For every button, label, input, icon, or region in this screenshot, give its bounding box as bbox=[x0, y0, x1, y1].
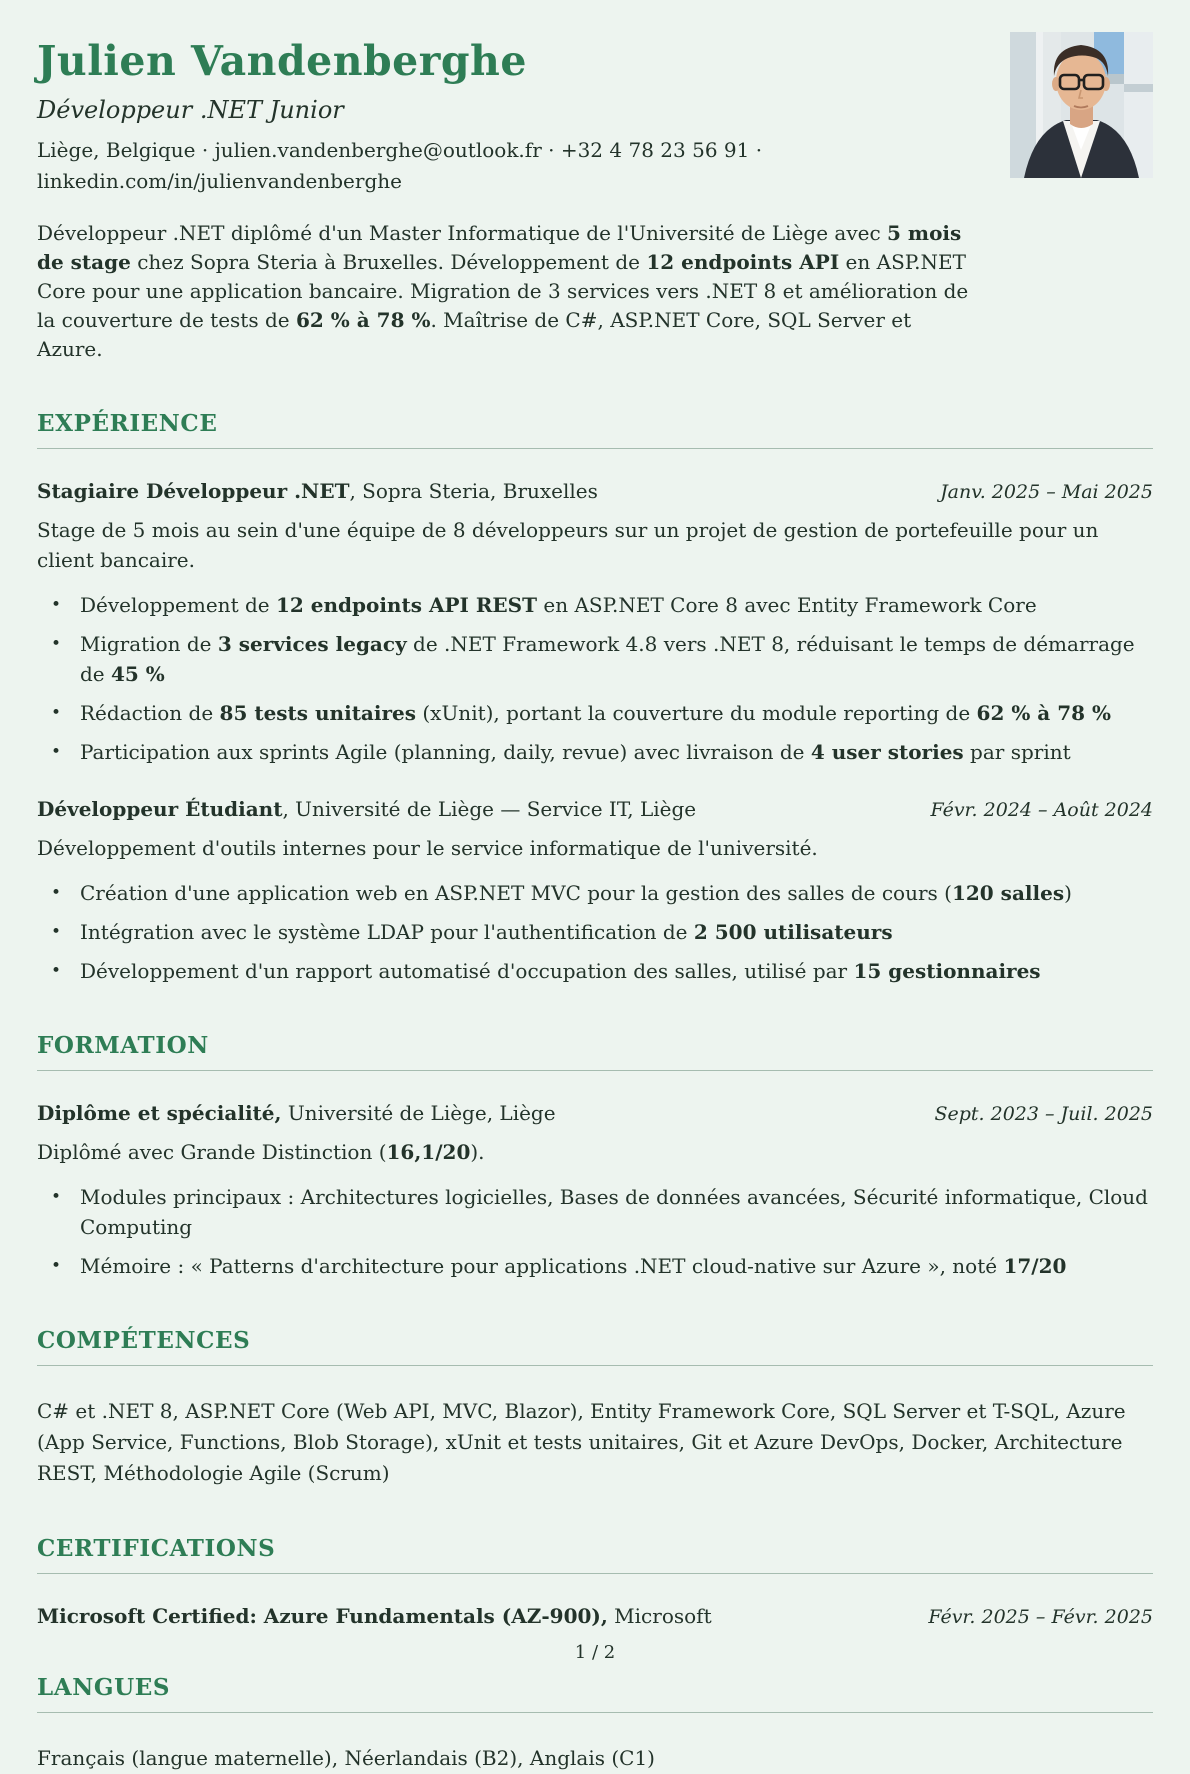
entry bbox=[37, 1604, 1153, 1628]
bullet-item: • Création d'une application web en ASP.NET MVC pour la gestion des salles de cours (120 salles) bbox=[51, 878, 1153, 908]
contact-block bbox=[37, 135, 977, 197]
entry-description: Développement d'outils internes pour le service informatique de l'université. bbox=[37, 836, 818, 861]
section-experience bbox=[37, 410, 1153, 986]
section-heading: CERTIFICATIONS bbox=[37, 1535, 276, 1563]
entry-dates: Févr. 2024 – Août 2024 bbox=[930, 799, 1153, 822]
sections-container bbox=[37, 410, 1153, 1774]
entry-dates: Janv. 2025 – Mai 2025 bbox=[940, 481, 1153, 504]
section-heading: FORMATION bbox=[37, 1032, 209, 1060]
bullet-item: • Migration de 3 services legacy de .NET Framework 4.8 vers .NET 8, réduisant le temps de démarrage de 45 % bbox=[51, 629, 1153, 689]
section-body bbox=[37, 1396, 1153, 1489]
section-divider bbox=[37, 1712, 1153, 1713]
entry bbox=[37, 797, 1153, 986]
bullet-item: • Modules principaux : Architectures logicielles, Bases de données avancées, Sécurité informatique, Cloud Computing bbox=[51, 1182, 1153, 1242]
entry-title-rest: , Sopra Steria, Bruxelles bbox=[349, 479, 598, 504]
entry-header bbox=[37, 1604, 1153, 1628]
entry-bullets bbox=[37, 878, 1153, 986]
section-certifications bbox=[37, 1535, 1153, 1628]
section-body bbox=[37, 479, 1153, 986]
summary-paragraph: Développeur .NET diplômé d'un Master Informatique de l'Université de Liège avec 5 mois de stage chez Sopra Steria à Bruxelles. Développement de 12 endpoints API en ASP.NET Core pour une application bancaire. Migration de 3 services vers .NET 8 et amélioration de la couverture de tests de 62 % à 78 %. Maîtrise de C#, ASP.NET Core, SQL Server et Azure. bbox=[37, 221, 969, 362]
langues-paragraph: Français (langue maternelle), Néerlandais (B2), Anglais (C1) bbox=[37, 1746, 655, 1771]
page-number: 1 / 2 bbox=[574, 1642, 616, 1663]
bullet-item: • Rédaction de 85 tests unitaires (xUnit), portant la couverture du module reporting de 62 % à 78 % bbox=[51, 698, 1153, 728]
entry-dates: Sept. 2023 – Juil. 2025 bbox=[934, 1103, 1153, 1126]
section-formation bbox=[37, 1032, 1153, 1281]
entry bbox=[37, 479, 1153, 767]
section-body bbox=[37, 1604, 1153, 1628]
entry-header bbox=[37, 1101, 1153, 1125]
entry-title-bold: Microsoft Certified: Azure Fundamentals (AZ-900), bbox=[37, 1604, 608, 1629]
bullet-item: • Développement d'un rapport automatisé d'occupation des salles, utilisé par 15 gestionnaires bbox=[51, 956, 1153, 986]
entry-dates: Févr. 2025 – Févr. 2025 bbox=[928, 1606, 1153, 1629]
bullet-item: • Développement de 12 endpoints API REST en ASP.NET Core 8 avec Entity Framework Core bbox=[51, 590, 1153, 620]
entry-title-rest: Microsoft bbox=[607, 1604, 712, 1629]
entry-header bbox=[37, 797, 1153, 821]
entry-header bbox=[37, 479, 1153, 503]
entry bbox=[37, 1101, 1153, 1281]
person-job-title: Développeur .NET Junior bbox=[37, 96, 344, 125]
section-heading: LANGUES bbox=[37, 1674, 171, 1702]
entry-title-bold: Stagiaire Développeur .NET bbox=[37, 479, 350, 504]
entry-title bbox=[37, 797, 696, 821]
bullet-item: • Intégration avec le système LDAP pour l'authentification de 2 500 utilisateurs bbox=[51, 917, 1153, 947]
section-body bbox=[37, 1743, 1153, 1774]
bullet-item: • Mémoire : « Patterns d'architecture pour applications .NET cloud-native sur Azure », noté 17/20 bbox=[51, 1251, 1153, 1281]
resume-header bbox=[37, 37, 1153, 197]
bullet-item: • Participation aux sprints Agile (planning, daily, revue) avec livraison de 4 user stories par sprint bbox=[51, 737, 1153, 767]
entry-description: Diplômé avec Grande Distinction (16,1/20). bbox=[37, 1140, 485, 1165]
entry-title-bold: Diplôme et spécialité, bbox=[37, 1101, 282, 1126]
entry-title-rest: Université de Liège, Liège bbox=[281, 1101, 556, 1126]
section-heading: COMPÉTENCES bbox=[37, 1327, 251, 1355]
entry-title-bold: Développeur Étudiant bbox=[37, 797, 283, 822]
section-divider bbox=[37, 1070, 1153, 1071]
entry-title bbox=[37, 1604, 712, 1628]
competences-paragraph: C# et .NET 8, ASP.NET Core (Web API, MVC, Blazor), Entity Framework Core, SQL Server et T-SQL, Azure (App Service, Functions, Blob Storage), xUnit et tests unitaires, Git et Azure DevOps, Docker, Architecture REST, Méthodologie Agile (Scrum) bbox=[37, 1399, 1126, 1486]
entry-title-rest: , Université de Liège — Service IT, Liège bbox=[282, 797, 697, 822]
section-competences bbox=[37, 1327, 1153, 1489]
contact-line-1: Liège, Belgique · julien.vandenberghe@outlook.fr · +32 4 78 23 56 91 · bbox=[37, 138, 763, 163]
contact-line-2: linkedin.com/in/julienvandenberghe bbox=[37, 169, 402, 194]
person-name: Julien Vandenberghe bbox=[37, 37, 527, 85]
section-divider bbox=[37, 1573, 1153, 1574]
section-heading: EXPÉRIENCE bbox=[37, 410, 218, 438]
entry-bullets bbox=[37, 1182, 1153, 1281]
entry-title bbox=[37, 1101, 556, 1125]
section-divider bbox=[37, 448, 1153, 449]
entry-description: Stage de 5 mois au sein d'une équipe de 8 développeurs sur un projet de gestion de portefeuille pour un client bancaire. bbox=[37, 518, 1099, 573]
section-body bbox=[37, 1101, 1153, 1281]
entry-title bbox=[37, 479, 598, 503]
section-divider bbox=[37, 1365, 1153, 1366]
entry-bullets bbox=[37, 590, 1153, 767]
profile-photo bbox=[1010, 32, 1153, 178]
section-langues bbox=[37, 1674, 1153, 1774]
